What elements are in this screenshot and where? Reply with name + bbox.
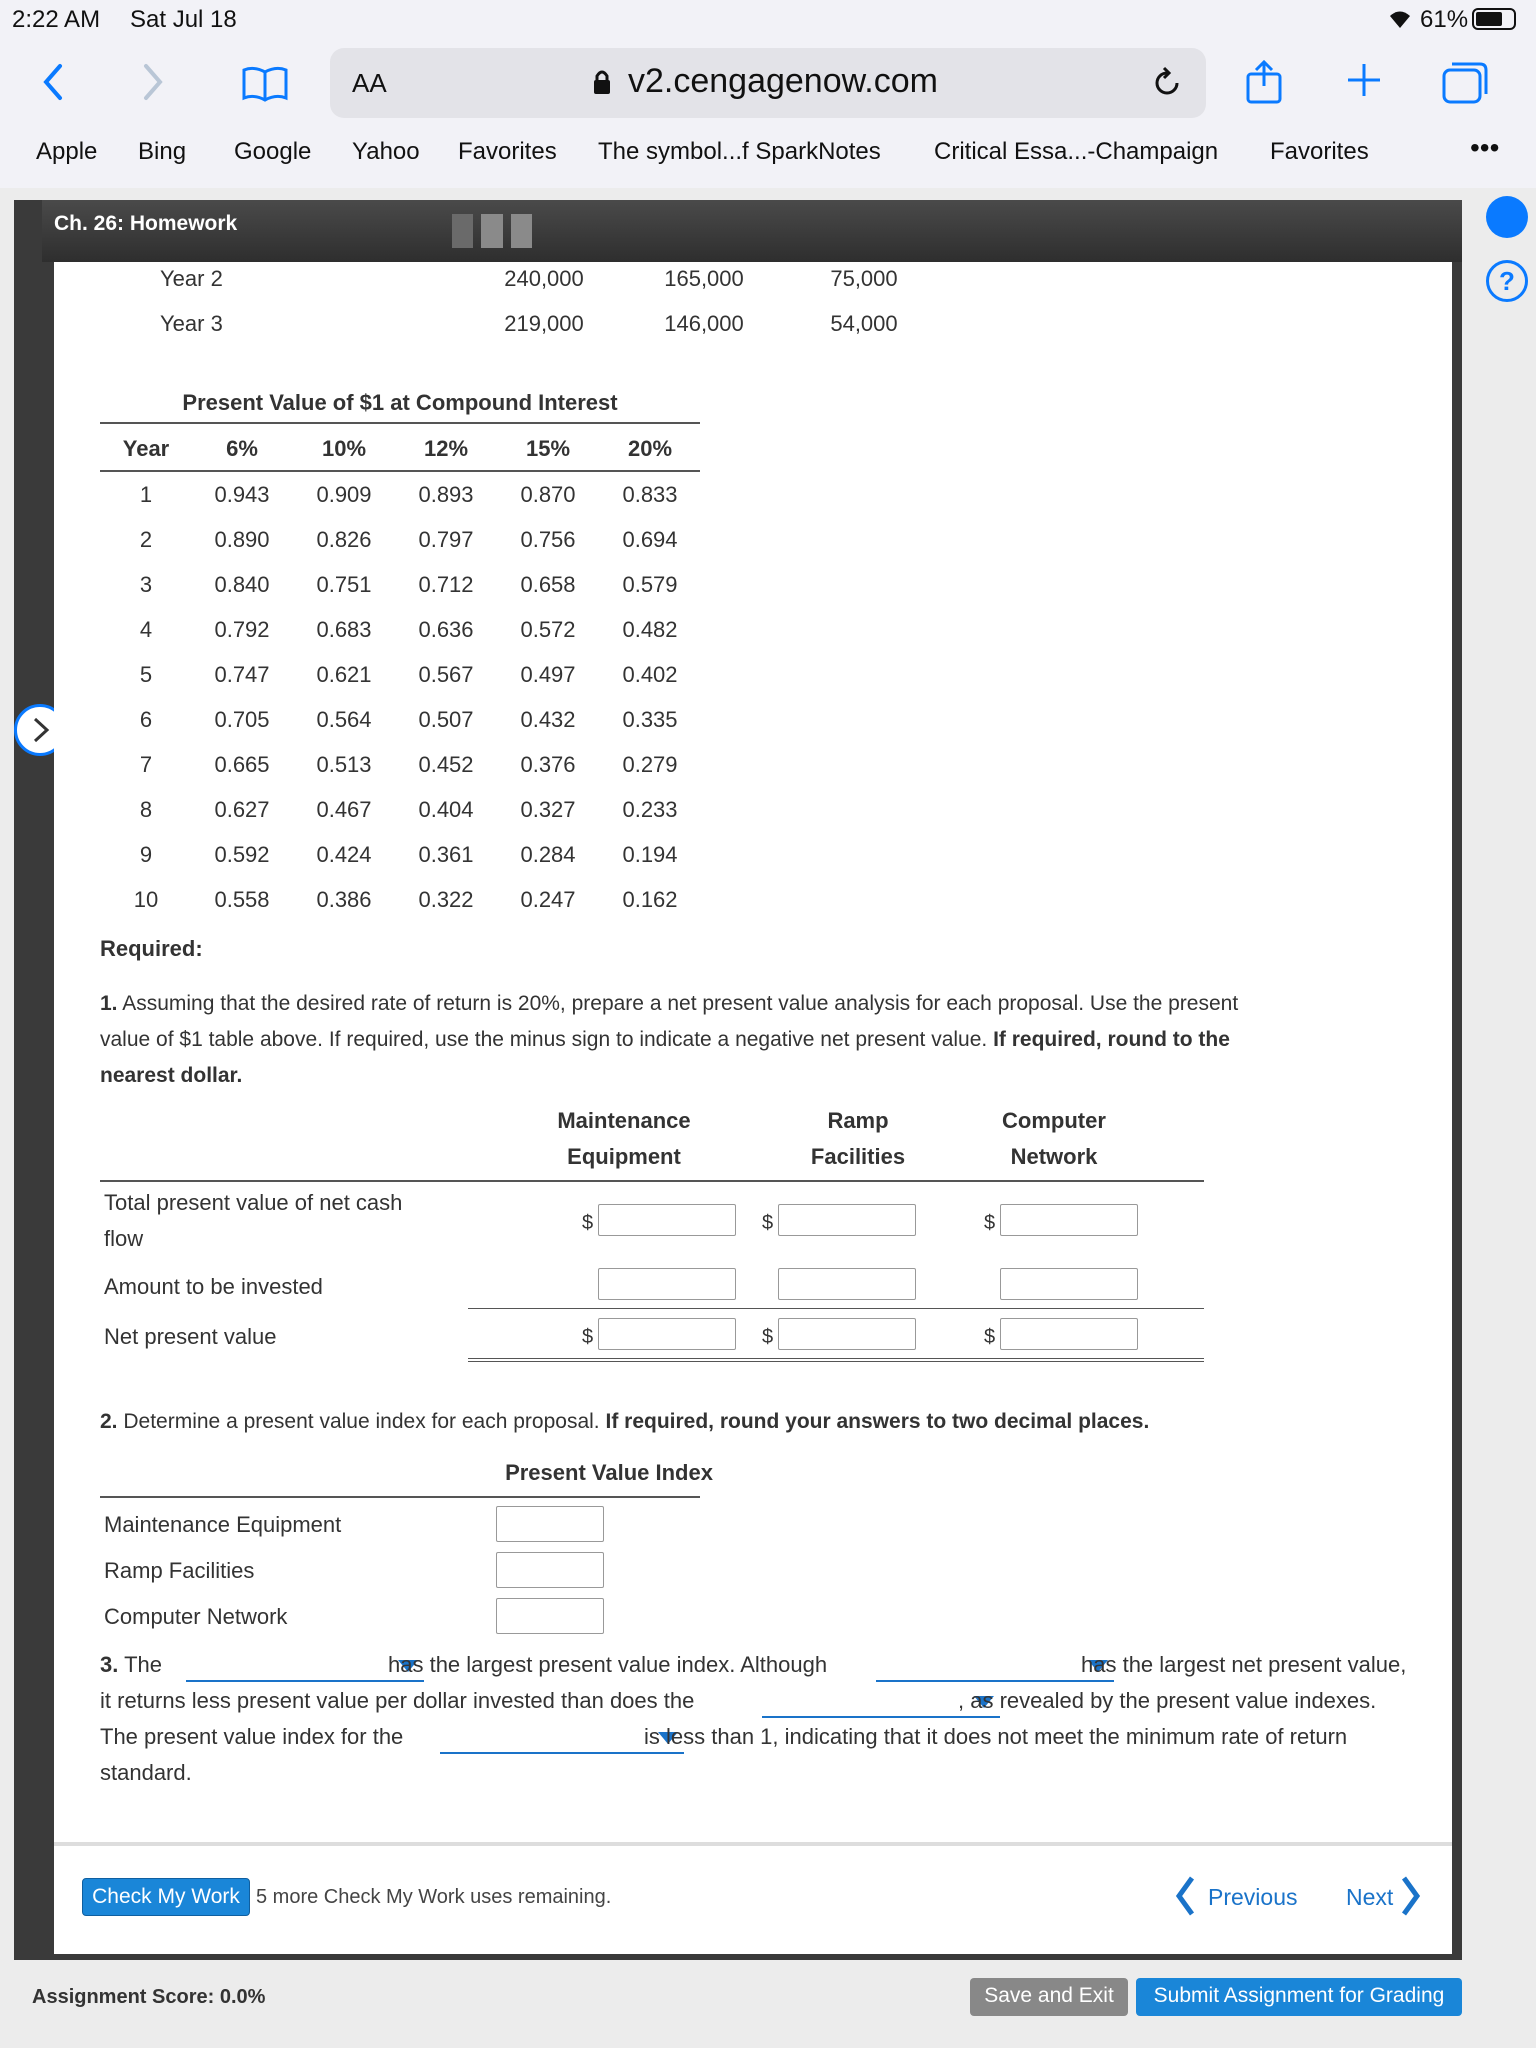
wifi-icon (1386, 8, 1414, 30)
computer-invested-input[interactable] (1000, 1268, 1138, 1300)
pv-factor-cell: 0.233 (622, 797, 678, 822)
question-number: 1. (100, 992, 118, 1015)
address-bar[interactable] (330, 48, 1206, 118)
currency-symbol: $ (762, 1326, 774, 1348)
question-text: , as revealed by the present value indexes. (958, 1688, 1377, 1713)
question-text: value of $1 table above. If required, use the minus sign to indicate a negative net present value. (100, 1028, 988, 1051)
pv-column-header: Year (122, 436, 170, 461)
pv-column-header: 12% (423, 436, 469, 461)
pv-table-title: Present Value of $1 at Compound Interest (182, 390, 618, 415)
pv-factor-cell: 0.567 (418, 662, 474, 687)
pv-year-cell: 8 (139, 797, 153, 822)
double-divider (468, 1358, 1204, 1362)
divider (468, 1308, 1204, 1309)
chevron-right-icon[interactable] (1400, 1876, 1422, 1916)
new-tab-icon[interactable] (1344, 60, 1384, 100)
pv-factor-cell: 0.467 (316, 797, 372, 822)
pv-factor-cell: 0.361 (418, 842, 474, 867)
pv-factor-cell: 0.327 (520, 797, 576, 822)
pv-factor-cell: 0.279 (622, 752, 678, 777)
question-text: it returns less present value per dollar invested than does the (100, 1688, 695, 1713)
table-cell: 54,000 (830, 311, 898, 336)
pv-factor-cell: 0.376 (520, 752, 576, 777)
currency-symbol: $ (582, 1326, 594, 1348)
book-icon[interactable] (452, 214, 473, 248)
lock-icon (592, 68, 612, 96)
question-instruction: If required, round your answers to two decimal places. (605, 1410, 1150, 1433)
pv-factor-cell: 0.247 (520, 887, 576, 912)
assignment-footer (14, 1960, 1462, 2036)
pv-column-header: 20% (627, 436, 673, 461)
pv-factor-cell: 0.564 (316, 707, 372, 732)
pv-factor-cell: 0.751 (316, 572, 372, 597)
bookmarks-icon[interactable] (240, 64, 290, 102)
maintenance-total-pv-input[interactable] (598, 1204, 736, 1236)
question-text: standard. (100, 1760, 192, 1785)
question-3-text (100, 1652, 162, 1678)
pvi-column-header: Present Value Index (505, 1460, 713, 1485)
pv-factor-cell: 0.335 (622, 707, 678, 732)
pv-year-cell: 6 (139, 707, 153, 732)
pv-year-cell: 4 (139, 617, 153, 642)
row-label: Maintenance Equipment (104, 1512, 342, 1537)
table-row-label: Year 3 (160, 311, 223, 336)
submit-assignment-button[interactable]: Submit Assignment for Grading (1136, 1978, 1462, 2016)
calculator-icon[interactable] (481, 214, 502, 248)
pv-factor-cell: 0.840 (214, 572, 270, 597)
pv-factor-cell: 0.572 (520, 617, 576, 642)
divider (100, 1496, 700, 1498)
pv-factor-cell: 0.890 (214, 527, 270, 552)
ramp-pvi-input[interactable] (496, 1552, 604, 1588)
pv-factor-cell: 0.694 (622, 527, 678, 552)
row-label: flow (104, 1226, 144, 1251)
pv-factor-cell: 0.432 (520, 707, 576, 732)
computer-pvi-input[interactable] (496, 1598, 604, 1634)
favorite-google[interactable]: Google (234, 138, 312, 165)
assignment-score: Assignment Score: 0.0% (32, 1986, 266, 2008)
check-work-bar (54, 1842, 1452, 1954)
tabs-icon[interactable] (1440, 60, 1490, 106)
pv-factor-cell: 0.665 (214, 752, 270, 777)
row-label: Amount to be invested (104, 1274, 323, 1299)
column-header: Equipment (567, 1144, 681, 1169)
computer-total-pv-input[interactable] (1000, 1204, 1138, 1236)
pv-year-cell: 2 (139, 527, 153, 552)
pv-year-cell: 7 (139, 752, 153, 777)
pv-factor-cell: 0.943 (214, 482, 270, 507)
assignment-title: Ch. 26: Homework (54, 212, 238, 235)
pv-factor-cell: 0.747 (214, 662, 270, 687)
pv-factor-cell: 0.712 (418, 572, 474, 597)
divider (100, 422, 700, 424)
pv-year-cell: 10 (133, 887, 159, 912)
column-header: Facilities (810, 1144, 906, 1169)
question-text: Determine a present value index for each proposal. (123, 1410, 600, 1433)
pv-column-header: 6% (226, 436, 258, 461)
favorite-apple[interactable]: Apple (36, 138, 98, 165)
question-instruction: nearest dollar. (100, 1064, 243, 1087)
question-text: The (124, 1652, 162, 1677)
question-text: has the largest net present value, (1081, 1652, 1407, 1677)
status-time: 2:22 AM (12, 6, 101, 33)
pv-factor-cell: 0.826 (316, 527, 372, 552)
favorite-favorites-2[interactable]: Favorites (1270, 138, 1369, 165)
tool-icons (452, 214, 532, 254)
pv-factor-cell: 0.592 (214, 842, 270, 867)
question-number: 2. (100, 1410, 118, 1433)
favorite-sparknotes[interactable]: The symbol...f SparkNotes (598, 138, 881, 165)
pv-factor-cell: 0.402 (622, 662, 678, 687)
check-remaining-text: 5 more Check My Work uses remaining. (256, 1886, 612, 1908)
previous-button[interactable]: Previous (1208, 1884, 1298, 1910)
more-icon[interactable]: ••• (1470, 132, 1500, 163)
favorite-favorites[interactable]: Favorites (458, 138, 557, 165)
table-cell: 240,000 (504, 266, 584, 291)
question-text: is less than 1, indicating that it does not meet the minimum rate of return (644, 1724, 1348, 1749)
currency-symbol: $ (762, 1212, 774, 1234)
next-button[interactable]: Next (1346, 1884, 1394, 1910)
pv-factor-cell: 0.322 (418, 887, 474, 912)
pv-column-header: 10% (321, 436, 367, 461)
maintenance-pvi-input[interactable] (496, 1506, 604, 1542)
pv-factor-cell: 0.833 (622, 482, 678, 507)
question-instruction: If required, round to the (993, 1028, 1230, 1051)
check-my-work-button[interactable]: Check My Work (82, 1878, 250, 1916)
pv-factor-cell: 0.386 (316, 887, 372, 912)
pv-factor-cell: 0.558 (214, 887, 270, 912)
pv-year-cell: 1 (139, 482, 153, 507)
pv-factor-cell: 0.636 (418, 617, 474, 642)
pv-factor-cell: 0.705 (214, 707, 270, 732)
pv-factor-cell: 0.756 (520, 527, 576, 552)
status-bar (0, 0, 1536, 40)
computer-npv-input[interactable] (1000, 1318, 1138, 1350)
pv-factor-cell: 0.658 (520, 572, 576, 597)
question-number: 3. (100, 1652, 119, 1677)
maintenance-invested-input[interactable] (598, 1268, 736, 1300)
currency-symbol: $ (984, 1212, 996, 1234)
row-label: Net present value (104, 1324, 277, 1349)
pv-factor-cell: 0.513 (316, 752, 372, 777)
url-text[interactable]: v2.cengagenow.com (628, 62, 938, 100)
status-date: Sat Jul 18 (130, 6, 237, 33)
reload-icon[interactable] (1150, 66, 1184, 100)
pv-factor-cell: 0.579 (622, 572, 678, 597)
favorite-critical-essay[interactable]: Critical Essa...-Champaign (934, 138, 1219, 165)
pv-factor-cell: 0.797 (418, 527, 474, 552)
question-2-text (100, 1410, 1149, 1434)
ramp-total-pv-input[interactable] (778, 1204, 916, 1236)
pv-year-cell: 9 (139, 842, 153, 867)
favorite-bing[interactable]: Bing (138, 138, 187, 165)
table-row-label: Year 2 (160, 266, 223, 291)
row-label: Computer Network (104, 1604, 288, 1629)
battery-percent: 61% (1420, 6, 1469, 33)
question-1-text (100, 986, 1480, 1094)
column-header: Network (1010, 1144, 1098, 1169)
pv-year-cell: 5 (139, 662, 153, 687)
chevron-left-icon[interactable] (1174, 1876, 1196, 1916)
pv-factor-cell: 0.792 (214, 617, 270, 642)
pv-year-cell: 3 (139, 572, 153, 597)
divider (100, 1180, 1204, 1182)
share-icon[interactable] (1244, 58, 1284, 106)
pv-column-header: 15% (525, 436, 571, 461)
table-cell: 165,000 (664, 266, 744, 291)
column-header: Computer (1002, 1108, 1106, 1133)
currency-symbol: $ (984, 1326, 996, 1348)
pv-factor-cell: 0.424 (316, 842, 372, 867)
favorite-yahoo[interactable]: Yahoo (352, 138, 420, 165)
pv-factor-cell: 0.497 (520, 662, 576, 687)
headset-icon[interactable] (1486, 196, 1528, 238)
pv-factor-cell: 0.507 (418, 707, 474, 732)
question-content (54, 262, 1452, 1842)
forward-icon[interactable] (138, 62, 168, 102)
table-cell: 146,000 (664, 311, 744, 336)
pv-factor-cell: 0.194 (622, 842, 678, 867)
table-cell: 219,000 (504, 311, 584, 336)
text-size-button[interactable]: AA (352, 68, 387, 98)
battery-icon (1472, 8, 1516, 30)
row-label: Total present value of net cash (104, 1190, 403, 1215)
table-cell: 75,000 (830, 266, 898, 291)
largest-npv-dropdown[interactable] (876, 1652, 1114, 1682)
browser-toolbar (0, 40, 1536, 189)
pv-factor-cell: 0.284 (520, 842, 576, 867)
pv-factor-cell: 0.683 (316, 617, 372, 642)
save-exit-button[interactable]: Save and Exit (970, 1978, 1128, 2016)
question-text: has the largest present value index. Although (388, 1652, 828, 1677)
pv-factor-cell: 0.162 (622, 887, 678, 912)
ramp-invested-input[interactable] (778, 1268, 916, 1300)
maintenance-npv-input[interactable] (598, 1318, 736, 1350)
column-header: Maintenance (557, 1108, 691, 1133)
pv-factor-cell: 0.909 (316, 482, 372, 507)
back-icon[interactable] (38, 62, 68, 102)
row-label: Ramp Facilities (104, 1558, 255, 1583)
pv-factor-cell: 0.452 (418, 752, 474, 777)
pv-factor-cell: 0.404 (418, 797, 474, 822)
ramp-npv-input[interactable] (778, 1318, 916, 1350)
pv-factor-cell: 0.621 (316, 662, 372, 687)
pv-factor-cell: 0.482 (622, 617, 678, 642)
column-header: Ramp (827, 1108, 889, 1133)
pv-factor-cell: 0.893 (418, 482, 474, 507)
help-icon[interactable]: ? (1486, 260, 1528, 302)
notes-icon[interactable] (511, 214, 532, 248)
required-heading: Required: (100, 936, 203, 961)
divider (100, 470, 700, 472)
currency-symbol: $ (582, 1212, 594, 1234)
pv-factor-cell: 0.627 (214, 797, 270, 822)
assignment-header (42, 200, 1462, 262)
pv-factor-cell: 0.870 (520, 482, 576, 507)
question-text: Assuming that the desired rate of return is 20%, prepare a net present value analysis for each proposal. Use the present (122, 992, 1239, 1015)
question-text: The present value index for the (100, 1724, 404, 1749)
